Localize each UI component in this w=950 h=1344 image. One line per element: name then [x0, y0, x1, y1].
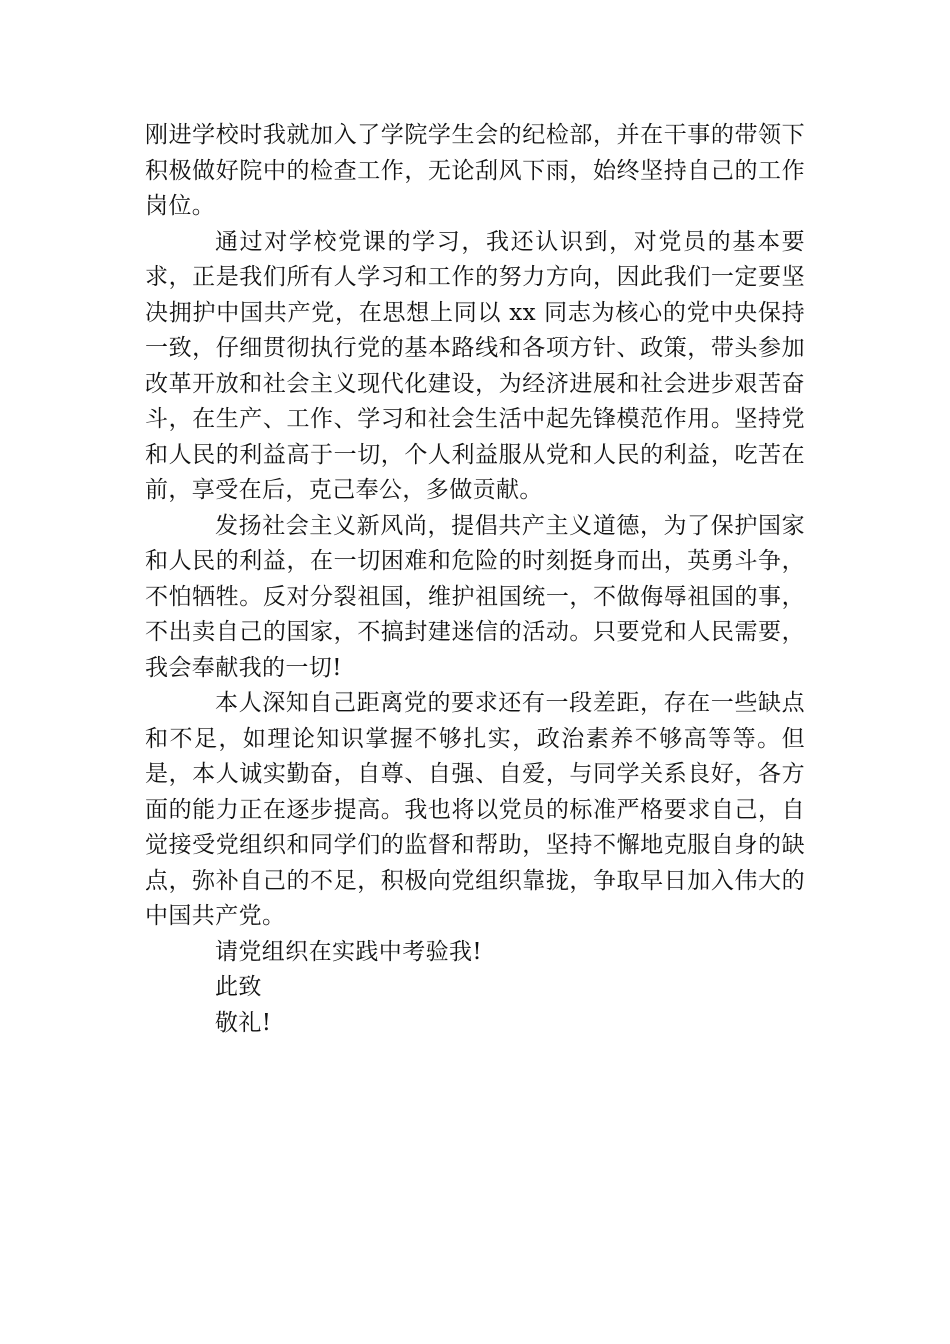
closing-request: 请党组织在实践中考验我!: [215, 938, 483, 965]
paragraph-socialist-ethos: 发扬社会主义新风尚，提倡共产主义道德，为了保护国家和人民的利益，在一切困难和危险的时刻挺身而出，英勇斗争，不怕牺牲。反对分裂祖国，维护祖国统一，不做侮辱祖国的事，不出卖自己的国家，不搞封建迷信的活动。只要党和人民需要，我会奉献我的一切!: [145, 512, 805, 681]
paragraph-party-member-requirements: 通过对学校党课的学习，我还认识到，对党员的基本要求，正是我们所有人学习和工作的努力方向，因此我们一定要坚决拥护中国共产党，在思想上同以 xx 同志为核心的党中央保持一致，仔细贯彻执行党的基本路线和各项方针、政策，带头参加改革开放和社会主义现代化建设，为经济进展和社会进步艰苦奋斗，在生产、工作、学习和社会生活中起先锋模范作用。坚持党和人民的利益高于一切，个人利益服从党和人民的利益，吃苦在前，享受在后，克己奉公，多做贡献。: [145, 228, 805, 503]
paragraph-self-assessment: 本人深知自己距离党的要求还有一段差距，存在一些缺点和不足，如理论知识掌握不够扎实，政治素养不够高等等。但是，本人诚实勤奋，自尊、自强、自爱，与同学关系良好，各方面的能力正在逐步提高。我也将以党员的标准严格要求自己，自觉接受党组织和同学们的监督和帮助，坚持不懈地克服自身的缺点，弥补自己的不足，积极向党组织靠拢，争取早日加入伟大的中国共产党。: [145, 690, 805, 929]
paragraph-continuation: 刚进学校时我就加入了学院学生会的纪检部，并在干事的带领下积极做好院中的检查工作，无论刮风下雨，始终坚持自己的工作岗位。: [145, 122, 805, 219]
closing-regards: 敬礼!: [215, 1009, 272, 1036]
closing-salutation: 此致: [215, 974, 262, 1000]
letter-body: [145, 118, 805, 1041]
